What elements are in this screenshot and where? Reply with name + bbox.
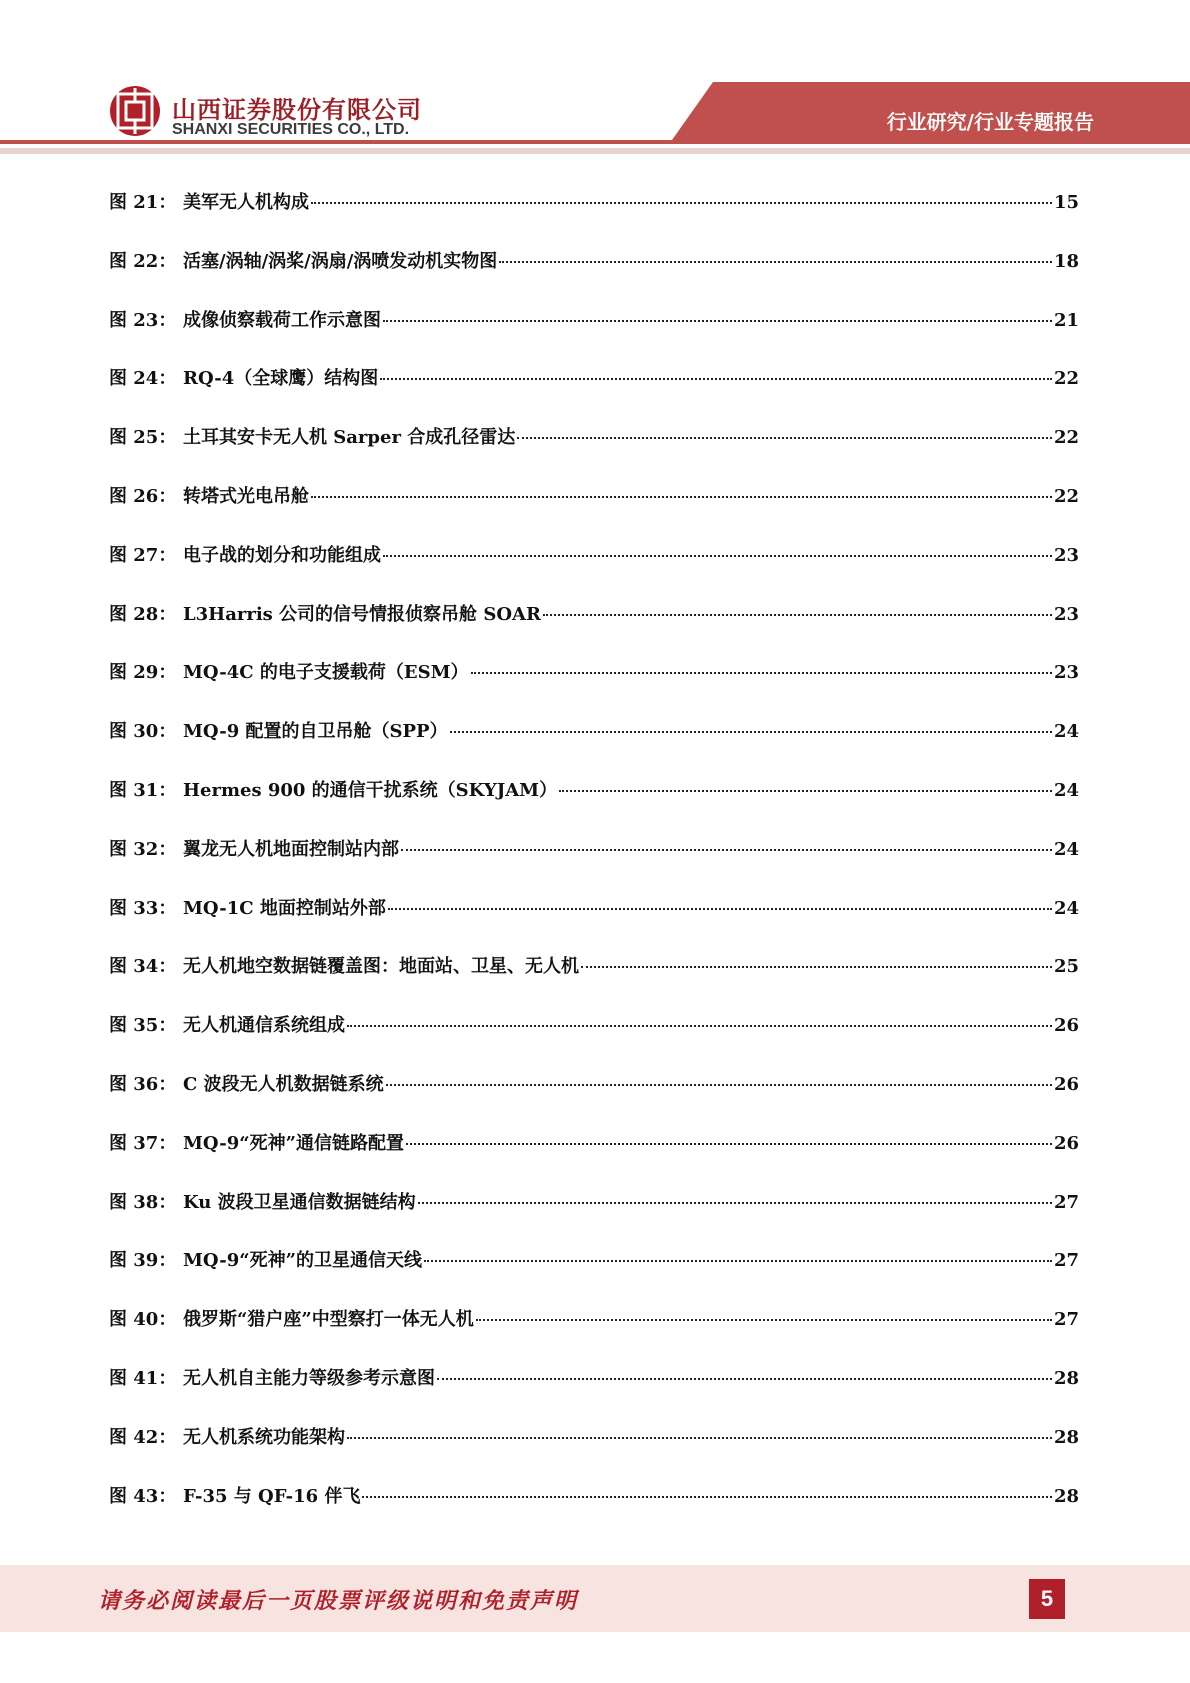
toc-entry[interactable] — [109, 658, 1079, 717]
toc-entry[interactable] — [109, 482, 1079, 541]
toc-dot-leader — [437, 1377, 1052, 1380]
toc-entry-label: 图 25： — [109, 427, 177, 449]
toc-entry-label: 图 29： — [109, 662, 177, 684]
toc-dot-leader — [388, 907, 1052, 910]
toc-entry[interactable] — [109, 1482, 1079, 1541]
toc-entry[interactable] — [109, 1011, 1079, 1070]
toc-dot-leader — [401, 848, 1052, 851]
toc-dot-leader — [499, 260, 1052, 263]
toc-entry-page: 28 — [1053, 1367, 1079, 1389]
toc-dot-leader — [311, 201, 1052, 204]
toc-entry-label: 图 36： — [109, 1073, 177, 1095]
toc-entry[interactable] — [109, 306, 1079, 365]
toc-entry-title: 美军无人机构成 — [183, 192, 309, 213]
toc-entry-label: 图 33： — [109, 897, 177, 919]
toc-entry-title: 活塞/涡轴/涡桨/涡扇/涡喷发动机实物图 — [183, 250, 498, 272]
toc-entry-label: 图 22： — [109, 250, 177, 272]
toc-entry-page: 24 — [1053, 897, 1079, 919]
toc-entry-page: 28 — [1053, 1426, 1079, 1448]
toc-dot-leader — [311, 495, 1052, 498]
toc-entry-title: 翼龙无人机地面控制站内部 — [183, 838, 399, 860]
disclaimer-text: 请务必阅读最后一页股票评级说明和免责声明 — [98, 1589, 579, 1614]
header-shadow-line — [0, 148, 1190, 154]
toc-entry-page: 28 — [1053, 1485, 1079, 1507]
toc-entry-title: F-35 与 QF-16 伴飞 — [183, 1485, 361, 1507]
toc-entry[interactable] — [109, 423, 1079, 482]
toc-entry-title: 无人机自主能力等级参考示意图 — [183, 1367, 435, 1389]
toc-entry-title: Hermes 900 的通信干扰系统（SKYJAM） — [183, 779, 558, 801]
figure-table-of-contents — [109, 188, 1079, 1540]
company-name-cn: 山西证券股份有限公司 — [172, 96, 422, 124]
toc-dot-leader — [347, 1436, 1052, 1439]
toc-entry[interactable] — [109, 776, 1079, 835]
toc-entry-label: 图 38： — [109, 1191, 177, 1213]
toc-entry[interactable] — [109, 247, 1079, 306]
toc-dot-leader — [347, 1024, 1052, 1027]
toc-entry[interactable] — [109, 1246, 1079, 1305]
toc-entry-label: 图 24： — [109, 368, 177, 390]
toc-entry-page: 24 — [1053, 721, 1079, 743]
page-footer — [0, 1565, 1190, 1632]
toc-entry-title: 电子战的划分和功能组成 — [183, 544, 381, 566]
toc-entry[interactable] — [109, 717, 1079, 776]
toc-dot-leader — [380, 377, 1052, 380]
toc-dot-leader — [471, 671, 1052, 674]
toc-entry-title: MQ-9“死神”的卫星通信天线 — [183, 1250, 422, 1272]
toc-entry-label: 图 39： — [109, 1250, 177, 1272]
toc-entry-title: MQ-1C 地面控制站外部 — [183, 897, 386, 919]
toc-dot-leader — [581, 965, 1052, 968]
toc-entry-page: 18 — [1053, 250, 1079, 272]
toc-dot-leader — [517, 436, 1052, 439]
toc-dot-leader — [383, 319, 1052, 322]
toc-entry-page: 24 — [1053, 838, 1079, 860]
toc-entry-title: 土耳其安卡无人机 Sarper 合成孔径雷达 — [183, 427, 516, 449]
toc-entry[interactable] — [109, 1129, 1079, 1188]
toc-entry-page: 22 — [1053, 485, 1079, 507]
toc-entry-title: MQ-9“死神”通信链路配置 — [183, 1132, 404, 1154]
toc-entry-title: Ku 波段卫星通信数据链结构 — [183, 1191, 416, 1213]
toc-entry-label: 图 31： — [109, 779, 177, 801]
toc-entry-page: 15 — [1053, 192, 1079, 213]
toc-entry-page: 23 — [1053, 662, 1079, 684]
toc-entry-label: 图 37： — [109, 1132, 177, 1154]
toc-entry-page: 21 — [1053, 309, 1079, 331]
toc-entry-label: 图 21： — [109, 192, 177, 213]
toc-dot-leader — [450, 730, 1052, 733]
toc-dot-leader — [424, 1259, 1052, 1262]
shanxi-securities-logo-icon — [108, 84, 162, 138]
toc-entry[interactable] — [109, 952, 1079, 1011]
toc-entry-title: 无人机地空数据链覆盖图：地面站、卫星、无人机 — [183, 956, 579, 978]
toc-entry[interactable] — [109, 541, 1079, 600]
toc-entry-title: 无人机系统功能架构 — [183, 1426, 345, 1448]
toc-entry-page: 27 — [1053, 1250, 1079, 1272]
toc-entry[interactable] — [109, 1305, 1079, 1364]
toc-entry-title: C 波段无人机数据链系统 — [183, 1073, 384, 1095]
header-divider — [0, 140, 1190, 144]
toc-dot-leader — [406, 1142, 1052, 1145]
toc-entry-page: 25 — [1053, 956, 1079, 978]
toc-entry-label: 图 26： — [109, 485, 177, 507]
toc-entry-page: 24 — [1053, 779, 1079, 801]
company-name-en: SHANXI SECURITIES CO., LTD. — [172, 121, 410, 138]
toc-dot-leader — [383, 554, 1052, 557]
page-number: 5 — [1029, 1579, 1065, 1619]
toc-entry-title: MQ-9 配置的自卫吊舱（SPP） — [183, 721, 448, 743]
toc-entry-title: 无人机通信系统组成 — [183, 1015, 345, 1037]
toc-entry-label: 图 41： — [109, 1367, 177, 1389]
toc-entry-label: 图 27： — [109, 544, 177, 566]
toc-entry[interactable] — [109, 894, 1079, 953]
toc-dot-leader — [476, 1318, 1052, 1321]
toc-entry-page: 26 — [1053, 1073, 1079, 1095]
toc-dot-leader — [559, 789, 1052, 792]
toc-entry[interactable] — [109, 1364, 1079, 1423]
toc-entry-page: 26 — [1053, 1132, 1079, 1154]
toc-entry-page: 23 — [1053, 544, 1079, 566]
toc-entry-label: 图 42： — [109, 1426, 177, 1448]
toc-entry-label: 图 34： — [109, 956, 177, 978]
toc-dot-leader — [386, 1083, 1052, 1086]
toc-entry-label: 图 30： — [109, 721, 177, 743]
toc-entry-page: 22 — [1053, 368, 1079, 390]
toc-entry-label: 图 28： — [109, 603, 177, 625]
toc-entry[interactable] — [109, 364, 1079, 423]
toc-entry-label: 图 32： — [109, 838, 177, 860]
toc-entry-title: MQ-4C 的电子支援载荷（ESM） — [183, 662, 469, 684]
toc-entry-page: 26 — [1053, 1015, 1079, 1037]
toc-dot-leader — [543, 613, 1052, 616]
toc-dot-leader — [418, 1201, 1052, 1204]
toc-entry-page: 27 — [1053, 1309, 1079, 1331]
toc-entry-title: 成像侦察载荷工作示意图 — [183, 309, 381, 331]
toc-entry-title: RQ-4（全球鹰）结构图 — [183, 368, 379, 390]
toc-entry[interactable] — [109, 1423, 1079, 1482]
toc-entry-label: 图 23： — [109, 309, 177, 331]
report-category: 行业研究/行业专题报告 — [886, 110, 1094, 134]
toc-entry-title: L3Harris 公司的信号情报侦察吊舱 SOAR — [183, 603, 541, 625]
page-header — [0, 0, 1190, 160]
toc-entry-page: 22 — [1053, 427, 1079, 449]
toc-entry[interactable] — [109, 1070, 1079, 1129]
toc-entry-page: 27 — [1053, 1191, 1079, 1213]
toc-entry[interactable] — [109, 1188, 1079, 1247]
toc-entry[interactable] — [109, 188, 1079, 247]
toc-entry[interactable] — [109, 600, 1079, 659]
toc-entry[interactable] — [109, 835, 1079, 894]
toc-entry-label: 图 35： — [109, 1015, 177, 1037]
toc-entry-title: 俄罗斯“猎户座”中型察打一体无人机 — [183, 1309, 474, 1331]
toc-dot-leader — [362, 1495, 1051, 1498]
toc-entry-page: 23 — [1053, 603, 1079, 625]
toc-entry-label: 图 43： — [109, 1485, 177, 1507]
toc-entry-title: 转塔式光电吊舱 — [183, 485, 309, 507]
toc-entry-label: 图 40： — [109, 1309, 177, 1331]
